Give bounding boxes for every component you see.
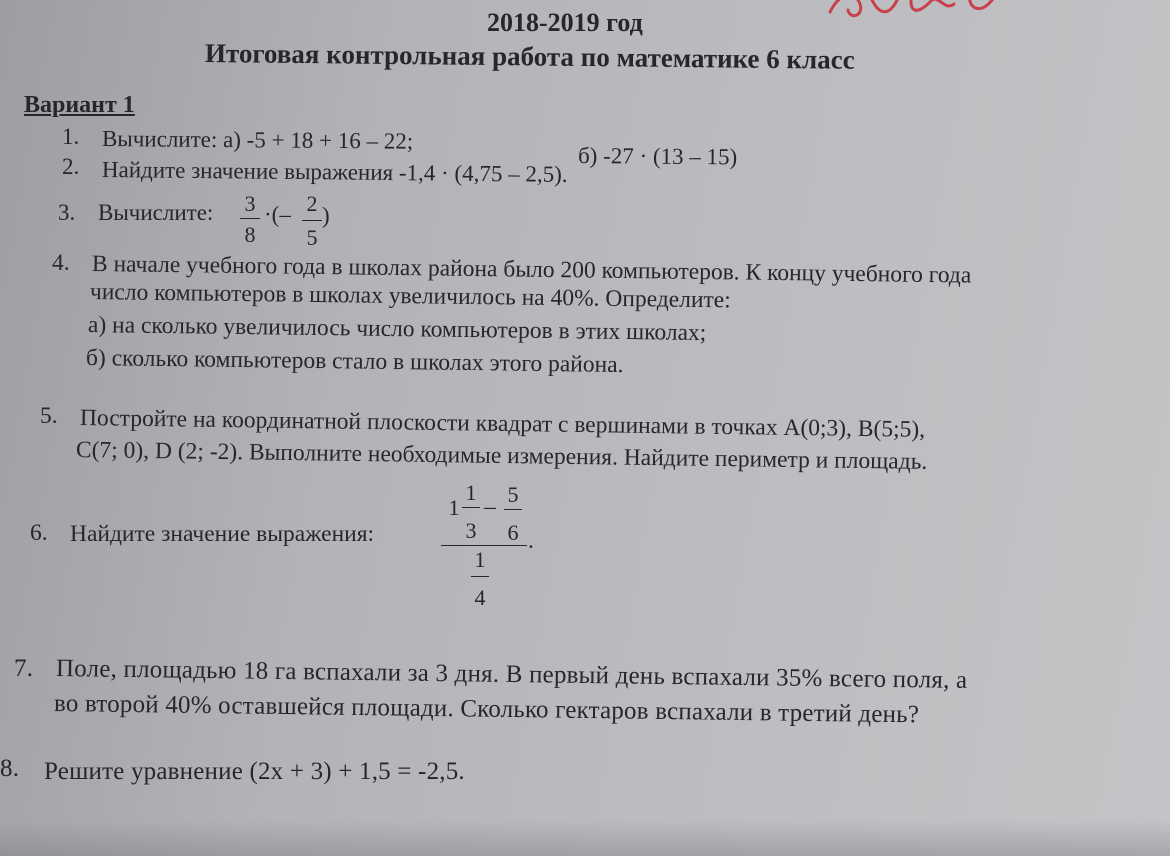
task-5-line-1: Постройте на координатной плоскости квадрат с вершинами в точках А(0;3), В(5;5), [79,405,926,443]
fraction-numerator: 1 [474,547,486,572]
paper-shadow [0,820,1170,856]
fraction-denominator: 8 [244,222,256,247]
closing-paren: ) [322,203,330,228]
task-3-label: Вычислите: [98,200,214,225]
task-3-operator: ·(– [264,202,291,227]
task-8-text: Решите уравнение (2х + 3) + 1,5 = -2,5. [44,758,465,785]
task-number: 4. [52,250,70,276]
task-number: 2. [62,154,80,179]
period: . [528,528,534,554]
main-fraction-bar [441,545,527,546]
fraction-bar [240,218,260,219]
variant-label: Вариант 1 [24,92,135,118]
task-4-line-3: а) на сколько увеличилось число компьютеров в этих школах; [87,312,707,347]
fraction-denominator: 4 [474,585,486,610]
task-number: 1. [62,124,80,149]
task-7-line-1: Поле, площадью 18 га вспахали за 3 дня. В первый день вспахали 35% всего поля, а [55,655,968,694]
task-7-line-2: во второй 40% оставшейся площади. Сколько гектаров вспахали в третий день? [53,690,920,729]
task-number: 5. [40,403,58,429]
task-number: 3. [58,200,76,225]
task-number: 8. [0,755,20,782]
fraction-denominator: 3 [465,518,477,543]
page-title: Итоговая контрольная работа по математике 6 класс [204,38,855,75]
task-5-line-2: С(7; 0), D (2; -2). Выполните необходимые измерения. Найдите периметр и площадь. [75,437,928,475]
task-1-part-a: Вычислите: а) -5 + 18 + 16 – 22; [101,126,414,154]
task-2-text: Найдите значение выражения -1,4 · (4,75 – 2,5). [101,157,568,187]
task-number: 6. [30,520,48,546]
task-number: 7. [14,655,34,682]
fraction-bar [504,509,522,510]
mixed-whole: 1 [448,495,460,520]
minus-sign: – [484,494,496,520]
task-4-line-2: число компьютеров в школах увеличилось на 40%. Определите: [89,279,731,314]
fraction-numerator: 3 [244,191,256,216]
fraction-bar [462,507,480,508]
fraction-bar [471,576,489,577]
fraction-denominator: 5 [306,225,318,250]
fraction-numerator: 2 [306,191,318,216]
fraction-bar [302,220,322,221]
handwritten-note [820,0,1020,26]
fraction-numerator: 5 [507,482,519,507]
fraction-numerator: 1 [465,480,477,505]
task-4-line-1: В начале учебного года в школах района было 200 компьютеров. К концу учебного года [91,251,972,289]
task-4-line-4: б) сколько компьютеров стало в школах этого района. [85,345,624,379]
year-heading: 2018-2019 год [487,8,643,37]
task-1-part-b: б) -27 · (13 – 15) [577,143,738,170]
task-6-label: Найдите значение выражения: [70,521,375,547]
fraction-denominator: 6 [507,520,519,545]
